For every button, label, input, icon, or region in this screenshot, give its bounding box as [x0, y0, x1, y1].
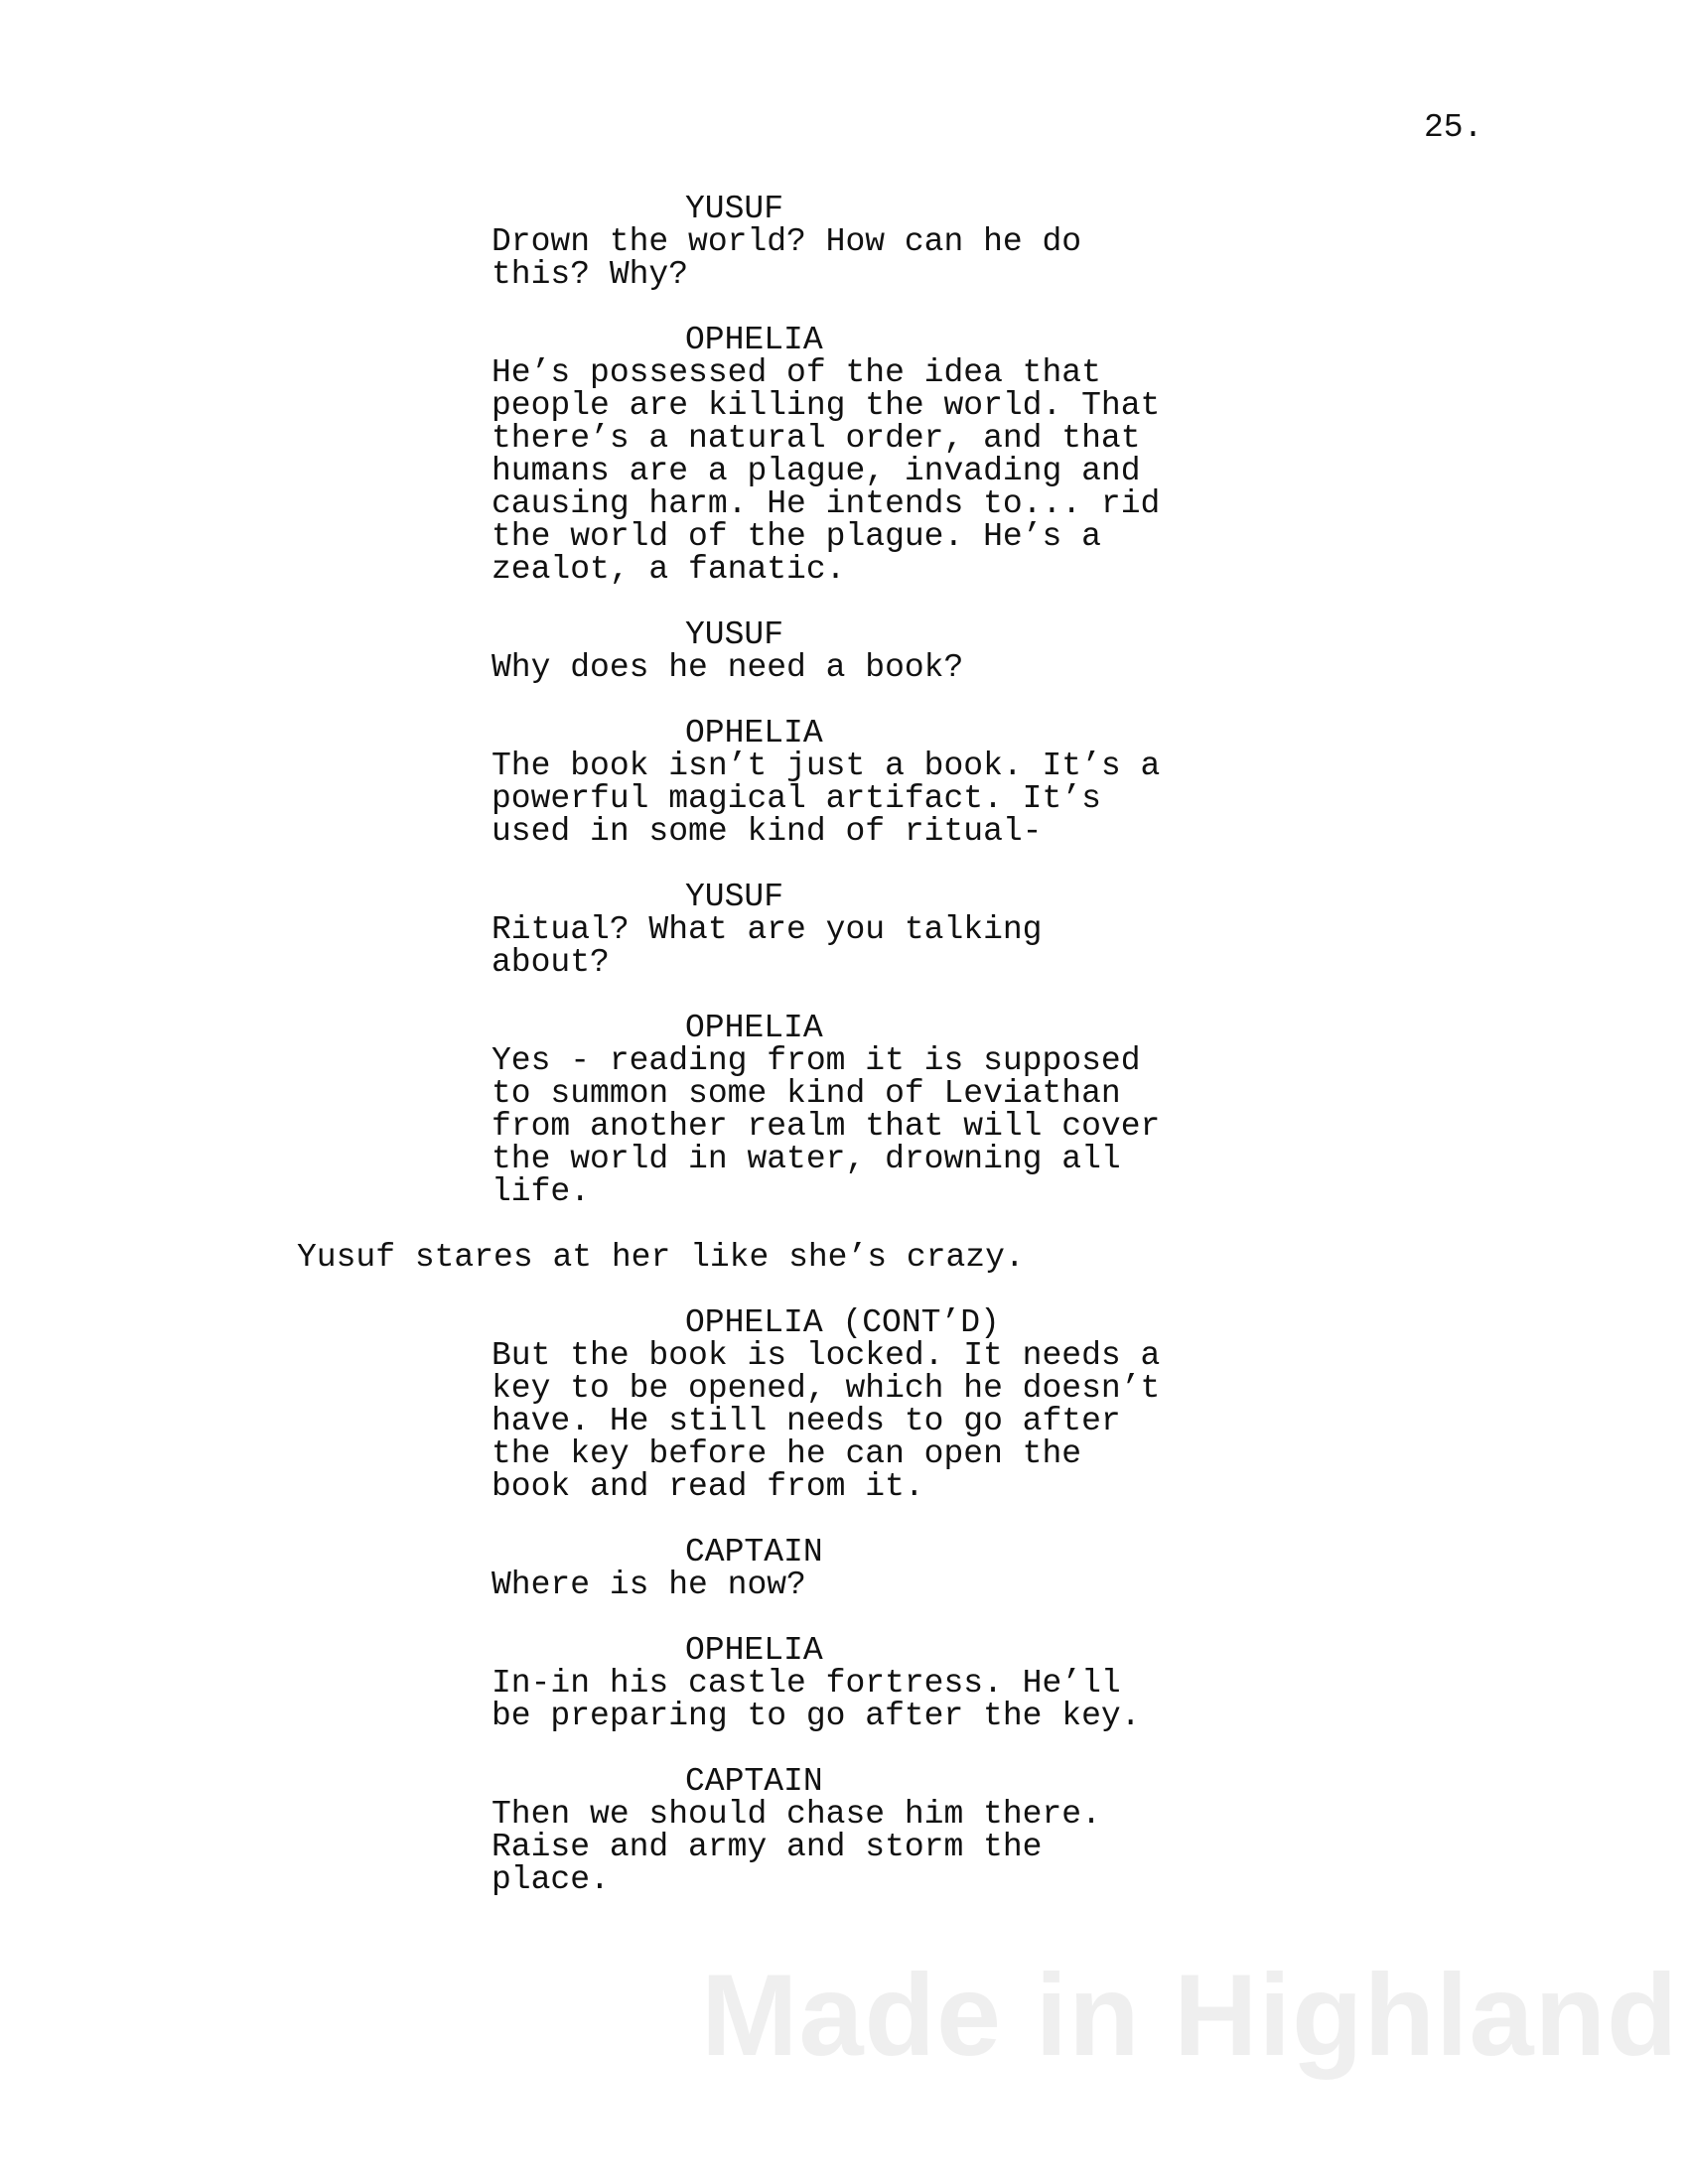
dialogue-block [492, 1044, 1688, 1208]
dialogue-line: about? [492, 944, 610, 981]
action-block [297, 1241, 1688, 1274]
dialogue-line: from another realm that will cover [492, 1108, 1161, 1145]
highland-watermark: Made in Highland [701, 1950, 1679, 2080]
dialogue-block [492, 750, 1688, 848]
dialogue-line: In-in his castle fortress. He’ll [492, 1665, 1121, 1702]
dialogue-line: Why does he need a book? [492, 649, 964, 686]
dialogue-line: to summon some kind of Leviathan [492, 1075, 1121, 1112]
character-cue: CAPTAIN [685, 1534, 823, 1570]
dialogue-block [492, 1339, 1688, 1503]
blank-line [0, 1274, 1688, 1306]
dialogue-line: Then we should chase him there. [492, 1796, 1101, 1833]
dialogue-block [492, 356, 1688, 586]
dialogue-line: the world in water, drowning all [492, 1141, 1121, 1177]
character-cue: OPHELIA (CONT’D) [685, 1304, 1000, 1341]
blank-line [0, 586, 1688, 618]
dialogue-line: Ritual? What are you talking [492, 911, 1043, 948]
dialogue-line: But the book is locked. It needs a [492, 1337, 1161, 1374]
character-cue: YUSUF [685, 879, 784, 915]
dialogue-line: place. [492, 1861, 610, 1898]
dialogue-line: be preparing to go after the key. [492, 1698, 1141, 1734]
blank-line [0, 979, 1688, 1012]
dialogue-line: the key before he can open the [492, 1435, 1082, 1472]
dialogue-block [492, 651, 1688, 684]
page-number: 25. [1424, 109, 1483, 146]
dialogue-line: The book isn’t just a book. It’s a [492, 748, 1161, 784]
character-cue: CAPTAIN [685, 1763, 823, 1800]
dialogue-block [492, 1569, 1688, 1601]
dialogue-line: book and read from it. [492, 1468, 924, 1505]
dialogue-line: this? Why? [492, 256, 689, 293]
dialogue-line: He’s possessed of the idea that [492, 354, 1101, 391]
character-cue: OPHELIA [685, 322, 823, 358]
dialogue-line: Yes - reading from it is supposed [492, 1042, 1141, 1079]
character-cue: YUSUF [685, 616, 784, 653]
dialogue-line: Raise and army and storm the [492, 1829, 1043, 1865]
character-cue: OPHELIA [685, 1632, 823, 1669]
dialogue-line: used in some kind of ritual- [492, 813, 1043, 850]
dialogue-line: causing harm. He intends to... rid [492, 485, 1161, 522]
script-body [0, 193, 1688, 1896]
blank-line [0, 1601, 1688, 1634]
dialogue-line: have. He still needs to go after [492, 1403, 1121, 1439]
dialogue-line: the world of the plague. He’s a [492, 518, 1101, 555]
blank-line [0, 848, 1688, 881]
blank-line [0, 1503, 1688, 1536]
dialogue-line: life. [492, 1173, 591, 1210]
dialogue-block [492, 225, 1688, 291]
dialogue-block [492, 1667, 1688, 1732]
dialogue-line: key to be opened, which he doesn’t [492, 1370, 1161, 1407]
dialogue-line: there’s a natural order, and that [492, 420, 1141, 457]
dialogue-line: zealot, a fanatic. [492, 551, 846, 588]
dialogue-block [492, 913, 1688, 979]
action-line: Yusuf stares at her like she’s crazy. [297, 1239, 1025, 1276]
dialogue-block [492, 1798, 1688, 1896]
dialogue-line: Where is he now? [492, 1567, 806, 1603]
character-cue: OPHELIA [685, 1010, 823, 1046]
character-cue: YUSUF [685, 191, 784, 227]
blank-line [0, 1208, 1688, 1241]
dialogue-line: humans are a plague, invading and [492, 453, 1141, 489]
dialogue-line: people are killing the world. That [492, 387, 1161, 424]
dialogue-line: powerful magical artifact. It’s [492, 780, 1101, 817]
dialogue-line: Drown the world? How can he do [492, 223, 1082, 260]
blank-line [0, 1732, 1688, 1765]
blank-line [0, 684, 1688, 717]
character-cue: OPHELIA [685, 715, 823, 751]
blank-line [0, 291, 1688, 324]
